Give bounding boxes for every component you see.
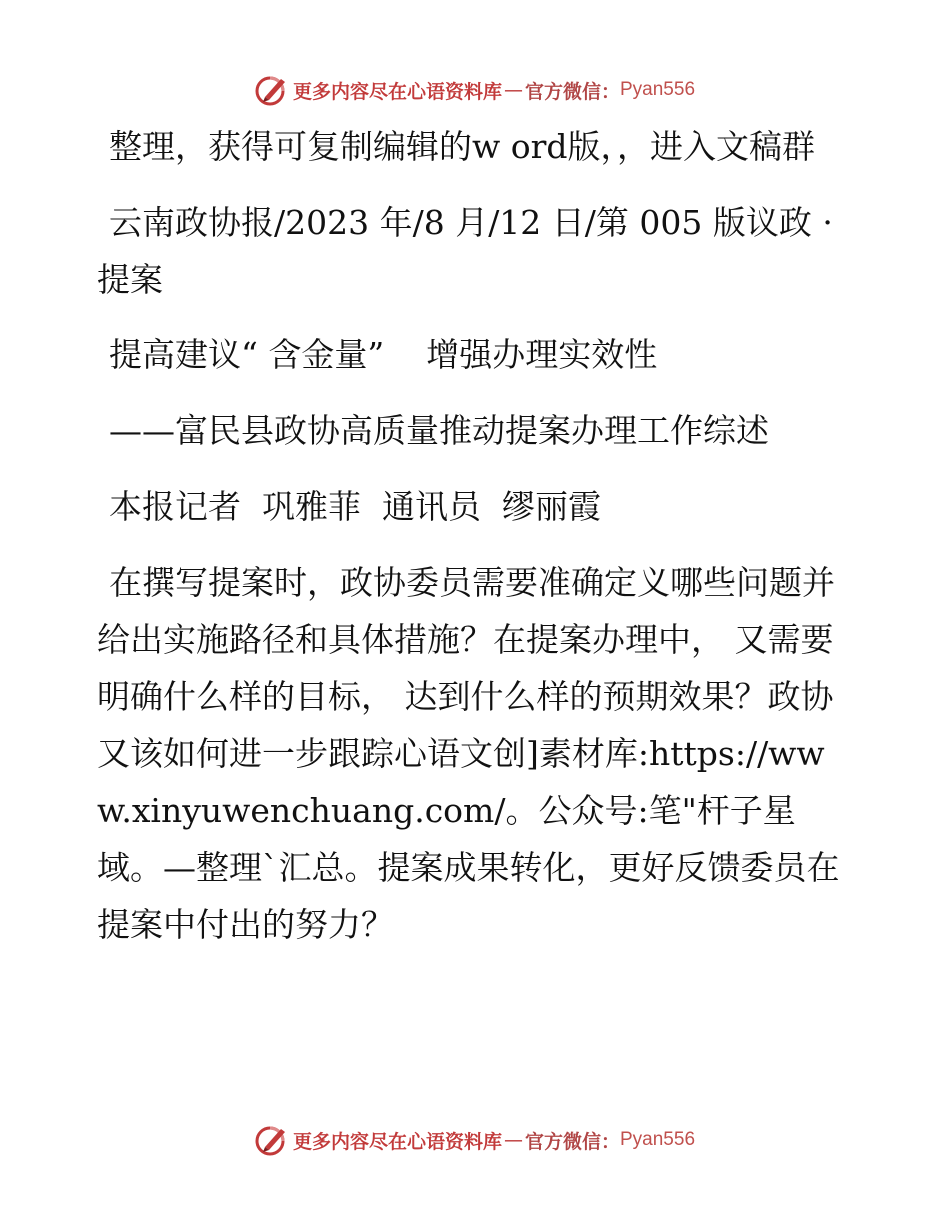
banner-promo-text: 更多内容尽在心语资料库: [292, 80, 502, 103]
pen-circle-logo-icon: [255, 73, 289, 107]
banner-wechat-id: Pyan556: [620, 1129, 696, 1150]
body-paragraph: 在撰写提案时，政协委员需要准确定义哪些问题并给出实施路径和具体措施？在提案办理中， 又需要明确什么样的目标， 达到什么样的预期效果？政协又该如何进一步跟踪心语文创]素材库:https://www.xinyuwenchuang.com/。公众号:笔"杆子星域。—整理`汇总。提案成果转化，更好反馈委员在提案中付出的努力？: [97, 563, 840, 944]
pen-circle-logo-icon: [255, 1123, 289, 1157]
intro-line: 整理，获得可复制编辑的w ord版，，进入文稿群: [109, 127, 816, 166]
header-banner: [0, 70, 950, 110]
banner-wechat-id: Pyan556: [620, 79, 696, 100]
footer-banner: [0, 1120, 950, 1160]
banner-separator: —: [503, 79, 523, 101]
document-body: [97, 118, 857, 953]
banner-wechat-label: 官方微信：: [524, 80, 620, 103]
subheadline: ——富民县政协高质量推动提案办理工作综述: [109, 411, 769, 450]
byline: 本报记者 巩雅菲 通讯员 缪丽霞: [109, 487, 601, 526]
banner-promo-text: 更多内容尽在心语资料库: [292, 1130, 502, 1153]
source-line: 云南政协报/2023 年/8 月/12 日/第 005 版议政 · 提案: [97, 203, 833, 299]
headline: 提高建议“ 含金量” 增强办理实效性: [109, 335, 658, 374]
banner-wechat-label: 官方微信：: [524, 1130, 620, 1153]
banner-separator: —: [503, 1129, 523, 1151]
